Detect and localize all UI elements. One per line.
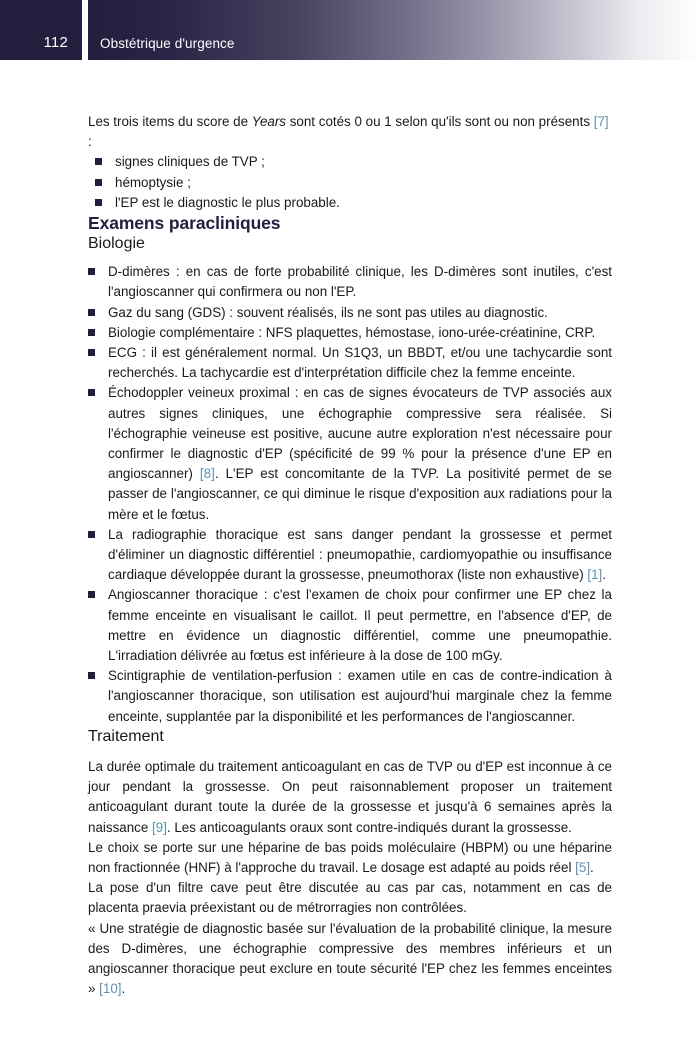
section-heading-examens: Examens paracliniques	[88, 213, 281, 234]
list-item	[88, 193, 612, 213]
reference-link-9[interactable]: [9]	[152, 819, 167, 835]
square-bullet-icon	[88, 329, 95, 336]
bullet-text: Gaz du sang (GDS) : souvent réalisés, ils ne sont pas utiles au diagnostic.	[108, 304, 548, 320]
traitement-paragraph-4	[88, 919, 612, 1000]
bullet-text-part1: La radiographie thoracique est sans danger pendant la grossesse et permet d'éliminer un diagnostic différentiel : pneumopathie, cardiomyopathie ou insuffisance cardiaque développée durant la grossesse, pneumothorax (liste non exhaustive)	[108, 526, 612, 583]
paragraph-text-part2: . Les anticoagulants oraux sont contre-indiqués durant la grossesse.	[166, 819, 572, 835]
traitement-paragraph-2	[88, 838, 612, 878]
list-item	[88, 173, 612, 193]
bullet-text: Scintigraphie de ventilation-perfusion : examen utile en cas de contre-indication à l'angioscanner thoracique, son utilisation est aujourd'hui marginale chez la femme enceinte, supplantée par la disponibilité et les performances de l'angioscanner.	[108, 668, 612, 724]
paragraph-text-part1: Le choix se porte sur une héparine de bas poids moléculaire (HBPM) ou une héparine non fractionnée (HNF) à l'approche du travail. Le dosage est adapté au poids réel	[88, 839, 612, 876]
bullet-angioscanner	[88, 585, 612, 666]
bullet-text-part2: .	[602, 567, 607, 583]
square-bullet-icon	[88, 672, 95, 679]
traitement-paragraph-3: La pose d'un filtre cave peut être discutée au cas par cas, notamment en cas de placenta praevia préexistant ou de métrorragies non contrôlées.	[88, 880, 612, 916]
bullet-text: Biologie complémentaire : NFS plaquettes, hémostase, iono-urée-créatinine, CRP.	[108, 324, 596, 340]
square-bullet-icon	[88, 349, 95, 356]
bullet-text: D-dimères : en cas de forte probabilité clinique, les D-dimères sont inutiles, c'est l'angioscanner qui confirmera ou non l'EP.	[108, 264, 612, 300]
paragraph-text-part2: .	[590, 860, 594, 876]
bullet-radiographie	[88, 525, 612, 586]
square-bullet-icon	[88, 531, 95, 538]
square-bullet-icon	[95, 158, 102, 165]
bullet-ecg	[88, 343, 612, 383]
reference-link-10[interactable]: [10]	[99, 981, 122, 997]
subsection-heading-biologie: Biologie	[88, 235, 145, 253]
header-gradient-band	[88, 0, 700, 60]
paragraph-text-part1: « Une stratégie de diagnostic basée sur l'évaluation de la probabilité clinique, la mesure des D-dimères, une échographie compressive des membres inférieurs et un angioscanner thoracique peut exclure en toute sécurité l'EP chez les femmes enceintes »	[88, 920, 612, 997]
lead-bullet-list	[88, 152, 612, 213]
bullet-biologie-complementaire	[88, 323, 612, 343]
square-bullet-icon	[88, 591, 95, 598]
lead-text-part3: :	[88, 134, 92, 150]
bullet-scintigraphie	[88, 666, 612, 727]
reference-link-8[interactable]: [8]	[199, 466, 215, 482]
traitement-paragraph-1	[88, 757, 612, 838]
bullet-gaz-du-sang	[88, 303, 612, 323]
folio-block	[0, 0, 82, 60]
running-title: Obstétrique d'urgence	[100, 35, 235, 51]
bullet-text: Angioscanner thoracique : c'est l'examen de choix pour confirmer une EP chez la femme enceinte en visualisant le caillot. Il peut permettre, en l'absence d'EP, de mettre en évidence un diagnostic différentiel, comme une pneumopathie. L'irradiation délivrée au fœtus est inférieure à la dose de 100 mGy.	[108, 587, 612, 664]
square-bullet-icon	[88, 268, 95, 275]
square-bullet-icon	[95, 199, 102, 206]
square-bullet-icon	[88, 309, 95, 316]
reference-link-7[interactable]: [7]	[593, 114, 609, 129]
list-item	[88, 152, 612, 172]
list-item-label: signes cliniques de TVP ;	[115, 154, 265, 170]
bullet-text-part2: . L'EP est concomitante de la TVP. La positivité permet de se passer de l'angioscanner, ce qui diminue le risque d'exposition aux radiations pour la mère et le fœtus.	[108, 466, 612, 522]
section-heading-traitement: Traitement	[88, 727, 164, 745]
lead-text-part1: Les trois items du score de	[88, 114, 252, 129]
paragraph-text-part1: La durée optimale du traitement anticoagulant en cas de TVP ou d'EP est inconnue à ce jour pendant la grossesse. On peut raisonnablement proposer un traitement anticoagulant durant toute la durée de la grossesse et jusqu'à 6 semaines après la naissance	[88, 759, 612, 835]
page-running-header	[0, 0, 700, 60]
page-number: 112	[43, 34, 68, 51]
lead-text-part2: sont cotés 0 ou 1 selon qu'ils sont ou non présents	[286, 114, 594, 129]
square-bullet-icon	[95, 179, 102, 186]
paragraph-text-part2: .	[121, 981, 126, 997]
lead-paragraph	[88, 112, 612, 152]
list-item-label: hémoptysie ;	[115, 174, 191, 190]
bullet-d-dimeres	[88, 262, 612, 302]
square-bullet-icon	[88, 389, 95, 396]
bullet-echodoppler	[88, 383, 612, 524]
reference-link-1[interactable]: [1]	[587, 567, 603, 583]
reference-link-5[interactable]: [5]	[575, 860, 591, 876]
list-item-label: l'EP est le diagnostic le plus probable.	[115, 194, 340, 210]
bullet-text-part1: Échodoppler veineux proximal : en cas de signes évocateurs de TVP associés aux autres signes cliniques, une échographie compressive sera réalisée. Si l'échographie veineuse est positive, aucune autre exploration n'est nécessaire pour confirmer le diagnostic d'EP (spécificité de 99 % pour la présence d'une EP en angioscanner)	[108, 385, 612, 482]
lead-italic-term: Years	[251, 114, 286, 129]
page-content	[88, 112, 612, 1000]
bullet-text: ECG : il est généralement normal. Un S1Q3, un BBDT, et/ou une tachycardie sont recherchés. La tachycardie est d'interprétation difficile chez la femme enceinte.	[108, 345, 612, 381]
